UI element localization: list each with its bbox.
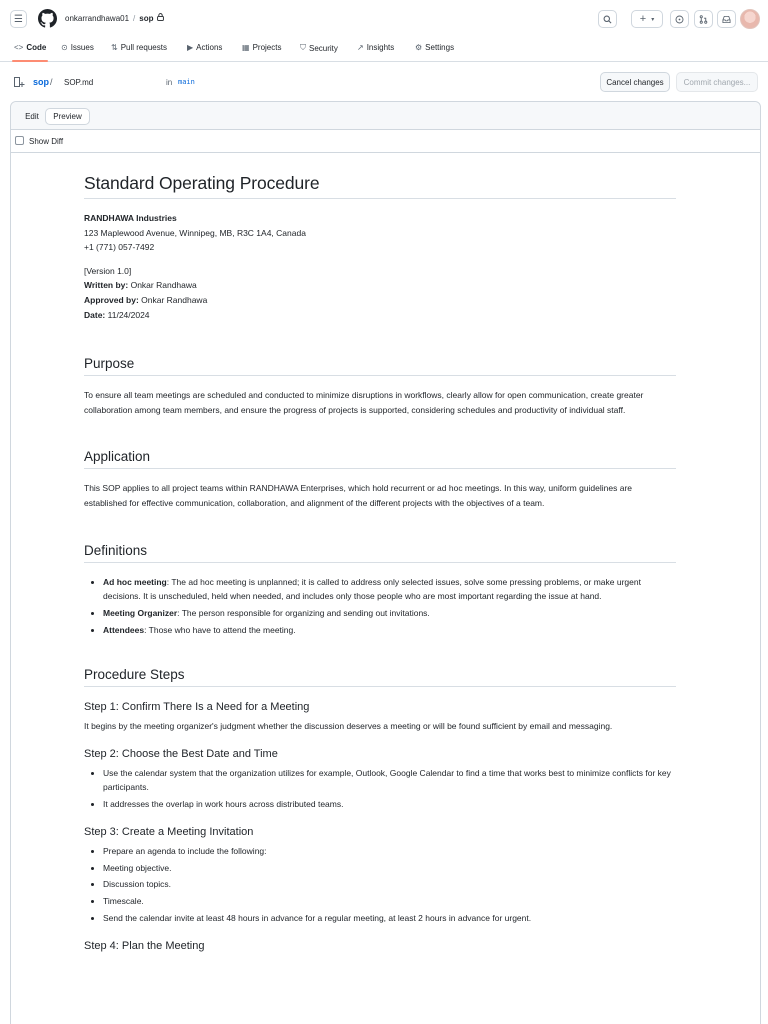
definition-term: Attendees xyxy=(103,624,145,635)
step4-heading: Step 4: Plan the Meeting xyxy=(84,939,205,952)
filename-input[interactable]: SOP.md xyxy=(64,78,94,87)
definition-text: : The ad hoc meeting is unplanned; it is called to address only selected issues, solve some pressing problems, or make urgent decisions. It is unscheduled, held when needed, and includes only those people who are most important regarding the issue at hand. xyxy=(103,576,641,602)
list-item: • Discussion topics. xyxy=(103,877,676,892)
markdown-preview xyxy=(84,173,676,958)
path-repo-link[interactable]: sop xyxy=(33,77,50,87)
pull-requests-icon[interactable] xyxy=(694,10,713,28)
application-heading: Application xyxy=(84,449,676,469)
show-diff-row xyxy=(11,130,760,153)
company-name: RANDHAWA Industries xyxy=(84,213,177,223)
tab-label: Code xyxy=(26,43,47,52)
show-diff-checkbox[interactable] xyxy=(15,136,24,145)
show-diff-label: Show Diff xyxy=(29,137,64,146)
application-text: This SOP applies to all project teams within RANDHAWA Enterprises, which hold recurrent or ad hoc meetings. In this way, uniform guidelines are established for effective communication, collaboration, and alignment of the different projects with the objectives of a team. xyxy=(84,483,633,508)
approved-by-label: Approved by: xyxy=(84,294,139,305)
list-item xyxy=(103,623,676,638)
tab-actions[interactable] xyxy=(187,43,222,52)
search-icon[interactable] xyxy=(598,10,617,28)
tab-settings[interactable] xyxy=(415,43,454,52)
tab-label: Actions xyxy=(196,43,223,52)
tab-label: Projects xyxy=(252,43,282,52)
tab-label: Pull requests xyxy=(120,43,167,52)
written-by-line xyxy=(84,278,676,293)
lock-icon xyxy=(157,13,164,23)
list-item: • Timescale. xyxy=(103,894,676,909)
company-address: 123 Maplewood Avenue, Winnipeg, MB, R3C 1A4, Canada xyxy=(84,227,306,238)
doc-title: Standard Operating Procedure xyxy=(84,173,676,199)
play-icon: ▶ xyxy=(187,43,194,52)
tab-security[interactable] xyxy=(300,43,338,53)
gear-icon: ⚙ xyxy=(415,43,423,52)
list-item xyxy=(103,575,676,604)
definition-term: Meeting Organizer xyxy=(103,607,178,618)
list-item: • Send the calendar invite at least 48 hours in advance for a regular meeting, at least 2 hours in advance for urgent. xyxy=(103,911,676,926)
code-icon: <> xyxy=(14,43,24,52)
procedure-heading: Procedure Steps xyxy=(84,667,676,687)
version: [Version 1.0] xyxy=(84,265,132,276)
pull-requests-icon: ⇅ xyxy=(111,43,118,52)
table-icon: ▦ xyxy=(242,43,250,52)
inbox-icon[interactable] xyxy=(717,10,736,28)
tab-insights[interactable] xyxy=(357,43,394,52)
editor-tabs xyxy=(11,102,760,130)
repo-link[interactable]: sop xyxy=(139,14,154,23)
date-line xyxy=(84,308,676,323)
step3-list xyxy=(84,844,676,926)
company-phone: +1 (771) 057-7492 xyxy=(84,242,155,253)
top-header xyxy=(0,0,768,38)
definitions-heading: Definitions xyxy=(84,543,676,563)
step2-list xyxy=(84,766,676,812)
github-logo-icon[interactable] xyxy=(38,9,57,28)
tab-preview[interactable]: Preview xyxy=(45,108,90,125)
document-meta xyxy=(84,264,676,322)
tab-code[interactable] xyxy=(14,43,46,52)
path-separator: / xyxy=(50,77,53,87)
definition-text: : Those who have to attend the meeting. xyxy=(144,624,296,635)
commit-changes-button[interactable]: Commit changes... xyxy=(676,72,758,92)
file-tree-icon[interactable] xyxy=(14,77,25,89)
written-by-label: Written by: xyxy=(84,280,129,291)
tab-edit[interactable]: Edit xyxy=(25,112,39,121)
shield-icon: ⛉ xyxy=(300,43,306,52)
tab-label: Settings xyxy=(425,43,455,52)
branch-name: main xyxy=(178,78,195,86)
list-item: • Use the calendar system that the organization utilizes for example, Outlook, Google Calendar to find a time that works best to minimize conflicts for key participants. xyxy=(103,766,676,795)
graph-icon: ↗ xyxy=(357,43,364,52)
list-item: • Meeting objective. xyxy=(103,861,676,876)
purpose-heading: Purpose xyxy=(84,356,676,376)
step1-text: It begins by the meeting organizer's judgment whether the discussion deserves a meeting or will be found sufficient by email and messaging. xyxy=(84,721,613,732)
step3-heading: Step 3: Create a Meeting Invitation xyxy=(84,825,254,838)
purpose-text: To ensure all team meetings are scheduled and conducted to minimize disruptions in workflows, clearly allow for open communication, create greater collaboration among team members, and ensure the progress of projects is supported, considering schedules and productivity of individual staff. xyxy=(84,390,644,415)
issues-icon: ⊙ xyxy=(61,43,68,52)
tab-label: Security xyxy=(309,43,338,53)
date-label: Date: xyxy=(84,309,106,320)
definitions-list xyxy=(84,575,676,638)
owner-link[interactable]: onkarrandhawa01 xyxy=(65,14,130,23)
tab-projects[interactable] xyxy=(242,43,281,52)
cancel-changes-button[interactable]: Cancel changes xyxy=(600,72,670,92)
tab-issues[interactable] xyxy=(61,43,94,52)
breadcrumb-separator: / xyxy=(133,14,136,23)
list-item: • It addresses the overlap in work hours across distributed teams. xyxy=(103,797,676,812)
written-by-value: Onkar Randhawa xyxy=(128,280,197,291)
date-value: 11/24/2024 xyxy=(105,309,150,320)
chevron-down-icon: ▾ xyxy=(651,16,655,23)
hamburger-menu-icon[interactable]: ☰ xyxy=(10,10,27,28)
approved-by-value: Onkar Randhawa xyxy=(138,294,208,305)
avatar[interactable] xyxy=(740,9,760,29)
step2-heading: Step 2: Choose the Best Date and Time xyxy=(84,747,278,760)
issues-icon[interactable] xyxy=(670,10,689,28)
step1-heading: Step 1: Confirm There Is a Need for a Meeting xyxy=(84,701,310,714)
tab-label: Issues xyxy=(70,43,94,52)
approved-by-line xyxy=(84,293,676,308)
list-item xyxy=(103,606,676,621)
create-new-button[interactable] xyxy=(631,10,663,28)
repo-nav xyxy=(0,38,768,62)
plus-icon: + xyxy=(639,13,647,25)
in-label: in xyxy=(166,78,173,87)
repo-breadcrumb xyxy=(65,13,164,23)
definition-term: Ad hoc meeting xyxy=(103,576,167,587)
company-block xyxy=(84,211,676,255)
definition-text: : The person responsible for organizing and sending out invitations. xyxy=(177,607,430,618)
tab-pull-requests[interactable] xyxy=(111,43,167,52)
tab-label: Insights xyxy=(366,43,395,52)
list-item: • Prepare an agenda to include the following: xyxy=(103,844,676,859)
